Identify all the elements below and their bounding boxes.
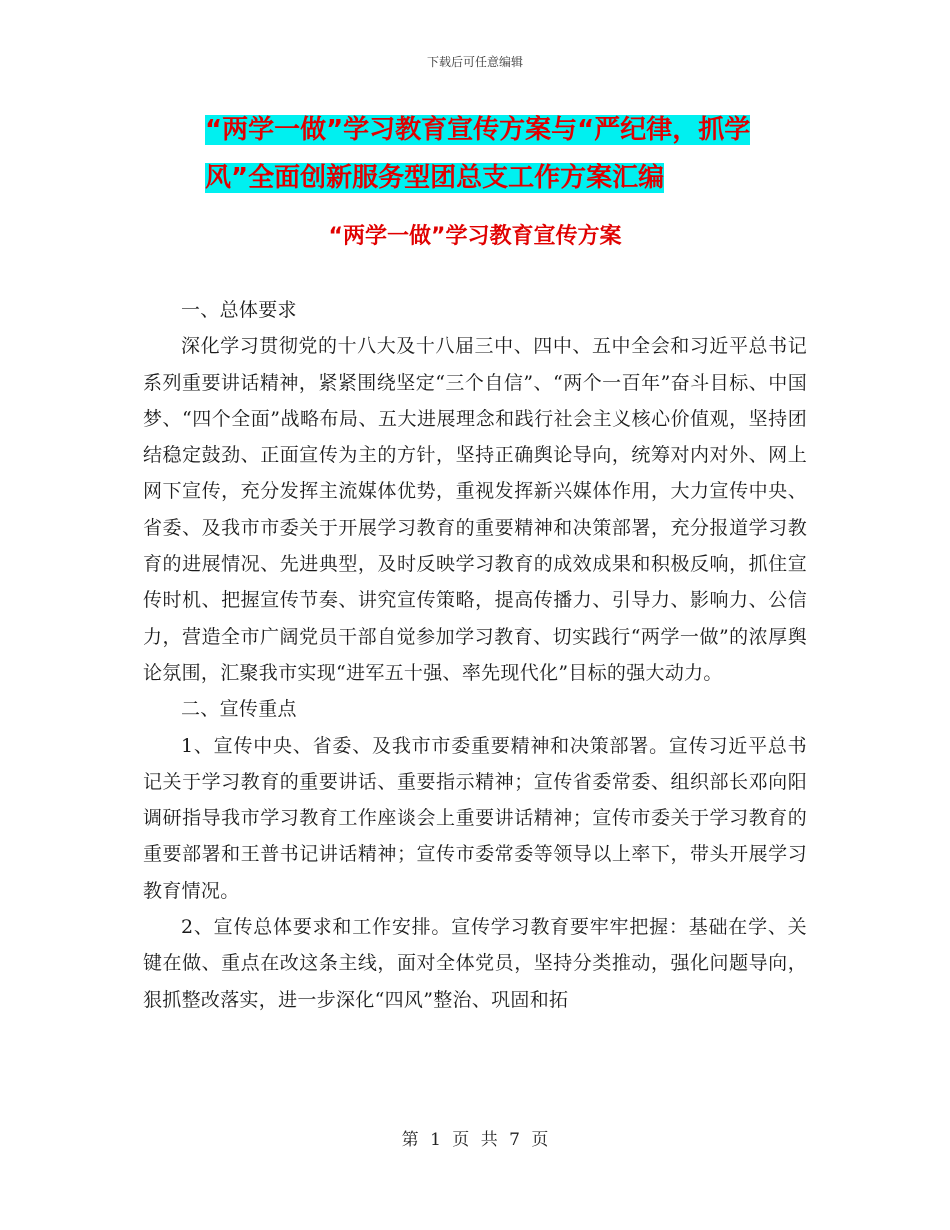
heading-overall-requirements: 一、总体要求 (181, 299, 297, 321)
title-line-2: 风”全面创新服务型团总支工作方案汇编 (205, 163, 665, 193)
page-number: 第 1 页 共 7 页 (401, 1130, 549, 1150)
document-body (143, 292, 807, 1018)
paragraph: 深化学习贯彻党的十八大及十八届三中、四中、五中全会和习近平总书记系列重要讲话精神，紧紧围绕坚定“三个自信”、“两个一百年”奋斗目标、中国梦、“四个全面”战略布局、五大进展理念和践行社会主义核心价值观，坚持团结稳定鼓劲、正面宣传为主的方针，坚持正确舆论导向，统筹对内对外、网上网下宣传，充分发挥主流媒体优势，重视发挥新兴媒体作用，大力宣传中央、省委、及我市市委关于开展学习教育的重要精神和决策部署，充分报道学习教育的进展情况、先进典型，及时反映学习教育的成效成果和积极反响，抓住宣传时机、把握宣传节奏、讲究宣传策略，提高传播力、引导力、影响力、公信力，营造全市广阔党员干部自觉参加学习教育、切实践行“两学一做”的浓厚舆论氛围，汇聚我市实现“进军五十强、率先现代化”目标的强大动力。 (143, 335, 807, 684)
header-note: 下载后可任意编辑 (426, 55, 523, 69)
document-title (205, 106, 805, 202)
section-title: “两学一做”学习教育宣传方案 (328, 224, 622, 249)
heading-publicity-focus: 二、宣传重点 (181, 698, 297, 721)
paragraph: 1、宣传中央、省委、及我市市委重要精神和决策部署。宣传习近平总书记关于学习教育的重要讲话、重要指示精神；宣传省委常委、组织部长邓向阳调研指导我市学习教育工作座谈会上重要讲话精神；宣传市委关于学习教育的重要部署和王普书记讲话精神；宣传市委常委等领导以上率下，带头开展学习教育情况。 (143, 734, 807, 902)
paragraph: 2、宣传总体要求和工作安排。宣传学习教育要牢牢把握：基础在学、关键在做、重点在改这条主线，面对全体党员，坚持分类推动，强化问题导向，狠抓整改落实，进一步深化“四风”整治、巩固和拓 (143, 916, 807, 1011)
title-line-1: “两学一做”学习教育宣传方案与“严纪律，抓学 (205, 115, 751, 145)
